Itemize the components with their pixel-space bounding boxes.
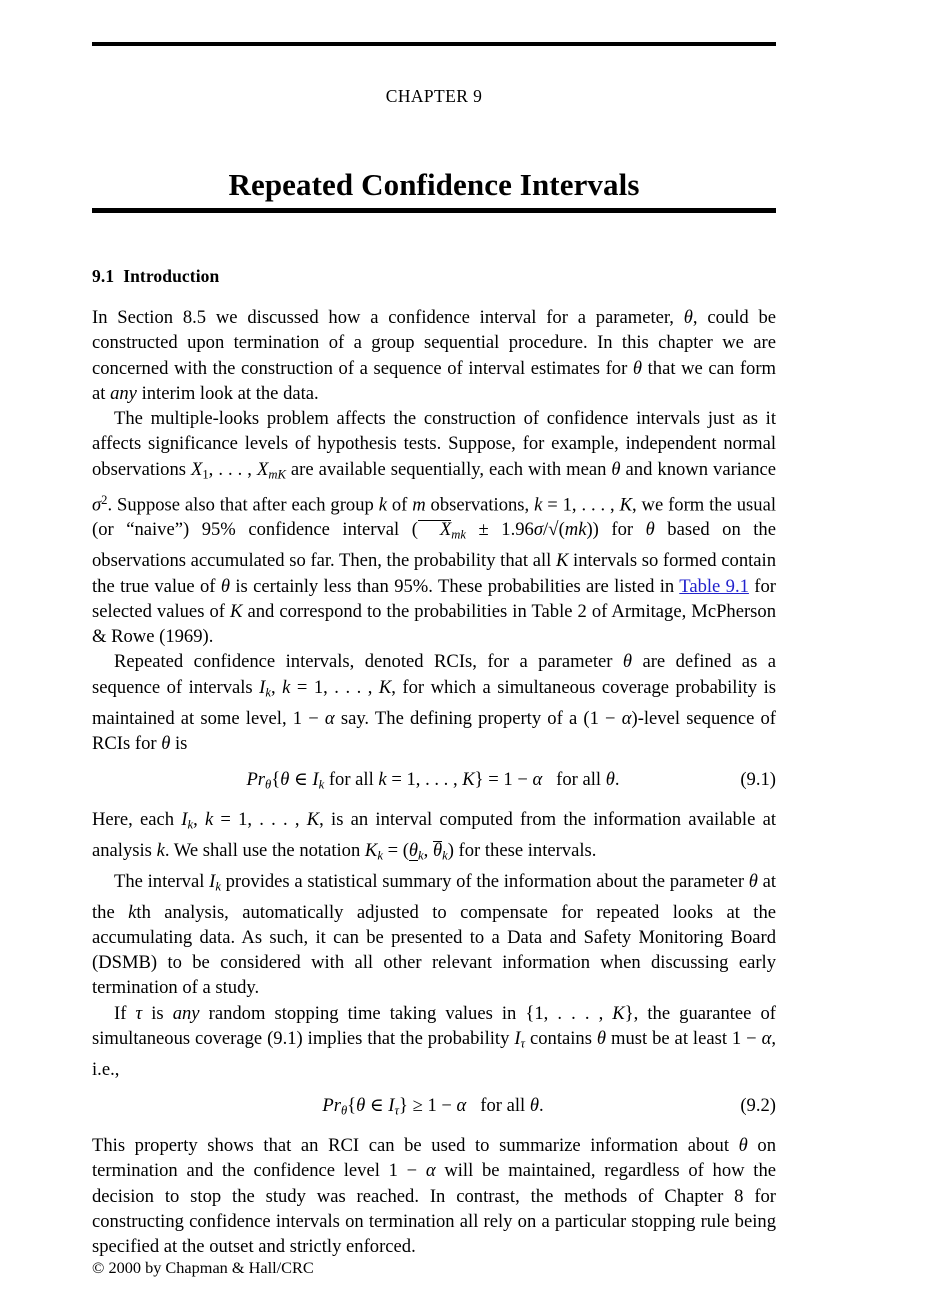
chapter-rule-top: [92, 42, 776, 46]
equation-9-2: [92, 1093, 776, 1124]
copyright-footer: © 2000 by Chapman & Hall/CRC: [92, 1258, 314, 1277]
stopping-time-paragraph: If τ is any random stopping time taking values in {1, . . . , K}, the guarantee of simultaneous coverage (9.1) implies that the probability $I_\tau$ contains θ must be at least 1 − α, i.e.,: [92, 1002, 776, 1080]
chapter-label: CHAPTER 9: [385, 86, 483, 106]
chapter-rule-bottom: [92, 208, 776, 213]
equation-9-2-body: $Pr_\theta\{\theta$ ∈ $I_\tau\} \ge 1 - \alpha$ for all θ.: [322, 1095, 544, 1118]
interval-summary-paragraph: The interval $I_k$ provides a statistical summary of the information about the parameter θ at the kth analysis, automatically adjusted to compensate for repeated looks at the accumulating data. As such, it can be presented to a Data and Safety Monitoring Board (DSMB) to be considered with all other relevant information when discussing early termination of a study.: [92, 870, 776, 999]
rci-definition-paragraph: Repeated confidence intervals, denoted RCIs, for a parameter θ are defined as a sequence of intervals $I_k$, k = 1, . . . , K, for which a simultaneous coverage probability is maintained at some level, 1 − α say. The defining property of a (1 − α)-level sequence of RCIs for θ is: [92, 651, 776, 754]
equation-9-1-number: (9.1): [740, 769, 776, 791]
document-page: [92, 0, 776, 1297]
section-title: Introduction: [123, 266, 220, 286]
equation-9-2-number: (9.2): [740, 1095, 776, 1117]
equation-9-1: [92, 767, 776, 798]
multiple-looks-paragraph: The multiple-looks problem affects the construction of confidence intervals just as it affects significance levels of hypothesis tests. Suppose, for example, independent normal observations $X_1$, . . . , $X_{mK}$ are available sequentially, each with mean θ and known variance $\sigma^2$. Suppose also that after each group k of m observations, k = 1, . . . , K, we form the usual (or “naive”) 95% confidence interval ( $X_{mk} \pm 1.96\sigma/√(mk)$) for θ based on the observations accumulated so far. Then, the probability that all K intervals so formed contain the true value of θ is certainly less than 95%. These probabilities are listed in Table 9.1 for selected values of K and correspond to the probabilities in Table 2 of Armitage, McPherson & Rowe (1969).: [92, 408, 776, 648]
table-9-1-link[interactable]: Table 9.1: [679, 575, 749, 597]
chapter-title: Repeated Confidence Intervals: [228, 166, 640, 202]
intro-paragraph: In Section 8.5 we discussed how a confidence interval for a parameter, θ, could be constructed upon termination of a group sequential procedure. In this chapter we are concerned with the construction of a sequence of interval estimates for θ that we can form at any interim look at the data.: [92, 307, 777, 404]
section-heading: [92, 266, 776, 287]
notation-paragraph: Here, each $I_k$, k = 1, . . . , K, is an interval computed from the information available at analysis k. We shall use the notation K$_k$ = ($\theta_k$, $\theta_k$) for these intervals.: [92, 809, 776, 863]
equation-9-1-body: $Pr_\theta\{\theta$ ∈ $I_k$ for all k = 1, . . . , K} = 1 − α for all θ.: [246, 769, 620, 792]
page-body: [92, 266, 776, 1259]
section-number: 9.1: [92, 266, 115, 286]
conclusion-paragraph: This property shows that an RCI can be used to summarize information about θ on termination and the confidence level 1 − α will be maintained, regardless of how the decision to stop the study was reached. In contrast, the methods of Chapter 8 for constructing confidence intervals on termination all rely on a particular stopping rule being specified at the outset and strictly enforced.: [92, 1134, 776, 1258]
